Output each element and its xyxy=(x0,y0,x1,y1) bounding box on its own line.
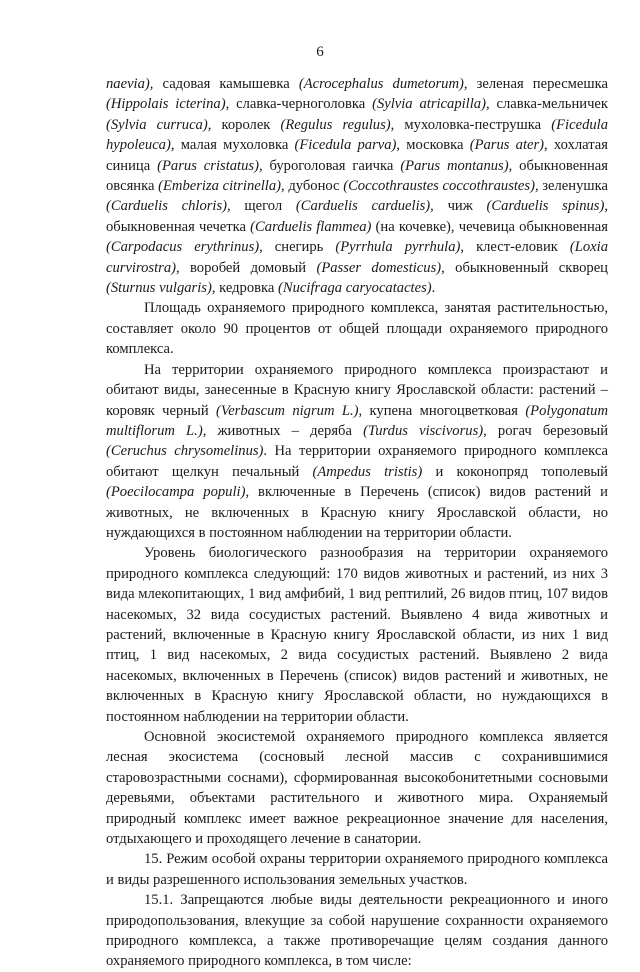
paragraph xyxy=(106,543,608,727)
species-latin-name: (Polygonatum multiflorum L.) xyxy=(106,402,608,439)
text-run: , дубонос xyxy=(280,178,344,195)
species-latin-name: (Regulus regulus) xyxy=(280,116,391,133)
text-run: , щегол xyxy=(227,198,296,215)
text-run: . xyxy=(431,280,436,297)
species-latin-name: (Ficedula hypoleuca) xyxy=(106,116,609,154)
text-run: , воробей домовый xyxy=(176,259,317,276)
text-run: , буроголовая гаичка xyxy=(258,157,401,174)
paragraph xyxy=(106,74,608,298)
text-run: , московка xyxy=(396,137,470,154)
text-run: Основной экосистемой охраняемого природного комплекса является лесная экосистема (сосновый лесной массив с сохранившимися старовозрастными соснами), сформированная высокобонитетными сосновыми деревьями, объектами растительного и животного мира. Охраняемый природный комплекс имеет важное рекреационное значение для населения, отдыхающего и проходящего лечение в санатории. xyxy=(106,729,608,848)
text-run: , королек xyxy=(207,116,281,133)
species-latin-name: (Carduelis carduelis) xyxy=(295,198,431,215)
species-latin-name: (Turdus viscivorus) xyxy=(363,422,484,439)
species-latin-name: (Loxia curvirostra) xyxy=(106,239,608,276)
species-latin-name: (Pyrrhula pyrrhula) xyxy=(335,239,461,256)
species-latin-name: (Carduelis chloris) xyxy=(106,198,228,215)
text-run: . На территории охраняемого природного комплекса обитают щелкун печальный xyxy=(106,443,608,480)
species-latin-name: (Coccothraustes coccothraustes) xyxy=(343,178,535,195)
species-latin-name: (Emberiza citrinella) xyxy=(158,178,281,195)
species-latin-name: (Carpodacus erythrinus) xyxy=(106,239,260,256)
text-run: На территории охраняемого природного комплекса произрастают и обитают виды, занесенные в Красную книгу Ярославской области: растений – коровяк черный xyxy=(106,361,608,419)
text-run: Площадь охраняемого природного комплекса, занятая растительностью, составляет около 90 процентов от общей площади охраняемого природного комплекса. xyxy=(106,300,608,358)
species-latin-name: (Sylvia curruca) xyxy=(106,116,208,133)
species-latin-name: (Parus montanus) xyxy=(400,157,509,174)
paragraph xyxy=(106,298,608,359)
species-latin-name: (Parus ater) xyxy=(469,137,545,154)
text-run: , обыкновенная овсянка xyxy=(106,157,608,195)
text-run: , рогач березовый xyxy=(483,422,608,439)
text-run: 15. Режим особой охраны территории охраняемого природного комплекса и виды разрешенного использования земельных участков. xyxy=(106,851,608,888)
text-run: , малая мухоловка xyxy=(170,137,295,154)
text-run: Уровень биологического разнообразия на территории охраняемого природного комплекса следующий: 170 видов животных и растений, из них 3 вида млекопитающих, 1 вид амфибий, 1 вид рептилий, 26 видов птиц, 107 видов насекомых, 32 вида сосудистых растений. Выявлено 4 вида животных и растений, включенные в Красную книгу Ярославской области, из них 1 вид птиц, 1 вид насекомых, 2 вида сосудистых растений. Выявлено 2 вида насекомых, включенных в Перечень (список) видов растений и животных, не включенных в Красную книгу Ярославской области, но нуждающихся в постоянном наблюдении на территории области. xyxy=(106,545,608,725)
species-latin-name: (Nucifraga caryocatactes) xyxy=(278,280,432,297)
species-latin-name: (Hippolais icterina) xyxy=(106,96,226,113)
text-run: , хохлатая синица xyxy=(106,137,608,174)
species-latin-name: (Poecilocampa populi) xyxy=(106,484,246,501)
text-run: , клест-еловик xyxy=(460,239,570,256)
species-latin-name: (Ceruchus chrysomelinus) xyxy=(106,443,264,460)
text-run: , обыкновенный скворец xyxy=(441,259,608,276)
species-latin-name: (Ficedula parva) xyxy=(294,137,397,154)
species-latin-name: (Carduelis spinus) xyxy=(486,198,605,215)
text-run: , обыкновенная чечетка xyxy=(106,198,608,235)
text-run: , садовая камышевка xyxy=(149,76,299,92)
paragraph xyxy=(106,727,608,849)
text-run: 15.1. Запрещаются любые виды деятельности рекреационного и иного природопользования, влекущие за собой нарушение сохранности охраняемого природного комплекса, а также противоречащие целям создания данного охраняемого природного комплекса, в том числе: xyxy=(106,892,608,970)
text-run: , мухоловка-пеструшка xyxy=(390,116,552,133)
page-number: 6 xyxy=(316,44,324,60)
text-run: , зеленая пересмешка xyxy=(463,76,608,92)
text-run: и коконопряд тополевый xyxy=(422,463,608,480)
species-latin-name: (Verbascum nigrum L.) xyxy=(216,402,359,419)
text-run: , зеленушка xyxy=(534,178,608,195)
document-body xyxy=(106,74,608,972)
text-run: (на кочевке), чечевица обыкновенная xyxy=(371,218,608,235)
text-run: , купена многоцветковая xyxy=(358,402,526,419)
species-latin-name: naevia) xyxy=(106,76,150,92)
paragraph xyxy=(106,360,608,544)
text-run: , славка-мельничек xyxy=(485,96,608,113)
text-run: , включенные в Перечень (список) видов растений и животных, не включенных в Красную книгу Ярославской области, но нуждающихся в постоянном наблюдении на территории области. xyxy=(106,484,608,541)
text-run: , славка-черноголовка xyxy=(225,96,373,113)
species-latin-name: (Sylvia atricapilla) xyxy=(372,96,486,113)
species-latin-name: (Ampedus tristis) xyxy=(312,463,423,480)
species-latin-name: (Acrocephalus dumetorum) xyxy=(298,76,464,92)
text-run: , чиж xyxy=(430,198,487,215)
paragraph xyxy=(106,849,608,890)
species-latin-name: (Parus cristatus) xyxy=(157,157,259,174)
text-run: , кедровка xyxy=(211,280,279,297)
text-run: , снегирь xyxy=(259,239,336,256)
paragraph xyxy=(106,890,608,972)
species-latin-name: (Carduelis flammea) xyxy=(250,218,372,235)
species-latin-name: (Sturnus vulgaris) xyxy=(106,280,212,297)
species-latin-name: (Passer domesticus) xyxy=(316,259,442,276)
text-run: , животных – деряба xyxy=(202,422,364,439)
